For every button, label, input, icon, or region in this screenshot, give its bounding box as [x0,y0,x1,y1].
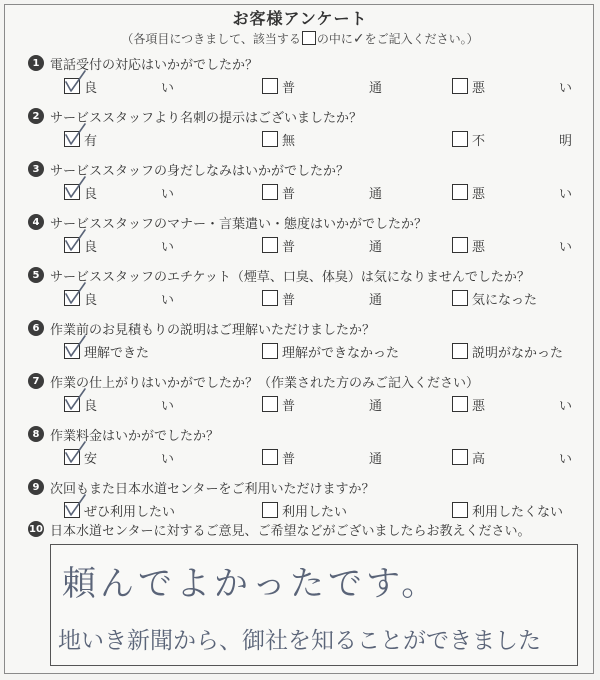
checkbox[interactable] [64,290,80,306]
question-text: 電話受付の対応はいかがでしたか？ [50,57,259,73]
instruction-text [0,30,600,47]
option-label: 理解ができなかった [282,345,400,361]
question-number-badge: 2 [28,108,44,124]
option-label: ぜひ利用したい [84,504,176,520]
question-number-badge: 1 [28,55,44,71]
handwritten-comment-line-1: 頼んでよかったです。 [62,564,440,604]
question-text: 次回もまた日本水道センターをご利用いただけますか？ [50,481,375,497]
option-q3-3[interactable] [452,183,572,201]
check-mark-icon: ✓ [352,31,365,47]
option-q7-1[interactable] [64,395,174,413]
option-label: 良 い [84,239,174,255]
question-number-badge: 9 [28,479,44,495]
option-q8-1[interactable] [64,448,174,466]
checkbox[interactable] [452,449,468,465]
option-label: 悪 い [472,239,572,255]
option-label: 説明がなかった [472,345,564,361]
question-text: サービススタッフの身だしなみはいかがでしたか？ [50,163,350,179]
option-q6-1[interactable] [64,342,149,360]
checkbox[interactable] [452,290,468,306]
check-mark-icon [63,335,87,359]
checkbox[interactable] [262,78,278,94]
option-q9-3[interactable] [452,501,563,519]
checkbox[interactable] [64,502,80,518]
option-q3-1[interactable] [64,183,174,201]
question-text: サービススタッフのエチケット（煙草、口臭、体臭）は気になりませんでしたか？ [50,269,530,285]
option-q1-3[interactable] [452,77,572,95]
option-q8-3[interactable] [452,448,572,466]
checkbox[interactable] [262,396,278,412]
question-number-badge: 6 [28,320,44,336]
checkbox[interactable] [452,237,468,253]
option-label: 理解できた [84,345,150,361]
question-number-badge: 7 [28,373,44,389]
comment-question [28,519,530,539]
option-label: 無 [282,133,296,149]
question-number-badge: 3 [28,161,44,177]
checkbox[interactable] [262,237,278,253]
question-number-badge: 8 [28,426,44,442]
option-label: 普 通 [282,292,382,308]
question-text: 作業前のお見積もりの説明はご理解いただけましたか？ [50,322,376,338]
comment-question-text: 日本水道センターに対するご意見、ご希望などがございましたらお教えください。 [50,523,531,539]
question-7 [28,371,479,391]
checkbox[interactable] [452,78,468,94]
question-text: サービススタッフより名刺の提示はございましたか？ [50,110,363,126]
checkbox[interactable] [64,184,80,200]
option-label: 普 通 [282,239,382,255]
sample-checkbox-icon [302,31,316,45]
option-label: 良 い [84,292,174,308]
option-q7-3[interactable] [452,395,572,413]
question-8 [28,424,219,444]
question-text: 作業料金はいかがでしたか？ [50,428,220,444]
option-label: 不 明 [472,133,572,149]
instruction-prefix: （各項目につきまして、該当する [121,32,301,46]
option-q2-2[interactable] [262,130,295,148]
checkbox[interactable] [262,449,278,465]
question-5 [28,265,530,285]
option-q6-3[interactable] [452,342,563,360]
option-label: 気になった [472,292,538,308]
option-q4-3[interactable] [452,236,572,254]
option-label: 悪 い [472,398,572,414]
checkbox[interactable] [64,396,80,412]
check-mark-icon [63,229,87,253]
option-q9-1[interactable] [64,501,175,519]
option-q1-1[interactable] [64,77,174,95]
check-mark-icon [63,123,87,147]
checkbox[interactable] [64,343,80,359]
option-q5-2[interactable] [262,289,382,307]
checkbox[interactable] [262,502,278,518]
checkbox[interactable] [452,131,468,147]
checkbox[interactable] [452,502,468,518]
option-q6-2[interactable] [262,342,399,360]
checkbox[interactable] [452,184,468,200]
check-mark-icon [63,388,87,412]
option-label: 利用したくない [472,504,564,520]
option-q2-3[interactable] [452,130,572,148]
option-q7-2[interactable] [262,395,382,413]
check-mark-icon [63,282,87,306]
option-label: 安 い [84,451,174,467]
checkbox[interactable] [262,131,278,147]
option-q3-2[interactable] [262,183,382,201]
checkbox[interactable] [64,131,80,147]
option-label: 悪 い [472,80,572,96]
checkbox[interactable] [452,396,468,412]
option-q1-2[interactable] [262,77,382,95]
option-q4-1[interactable] [64,236,174,254]
question-text: サービススタッフのマナー・言葉遣い・態度はいかがでしたか？ [50,216,428,232]
check-mark-icon [63,70,87,94]
check-mark-icon [63,494,87,518]
handwritten-comment-line-2: 地いき新聞から、御社を知ることができました [58,628,541,654]
instruction-suffix: をご記入ください。） [364,32,479,46]
option-q9-2[interactable] [262,501,347,519]
option-label: 高 い [472,451,572,467]
option-q2-1[interactable] [64,130,97,148]
question-4 [28,212,427,232]
checkbox[interactable] [262,343,278,359]
check-mark-icon [63,441,87,465]
option-q5-3[interactable] [452,289,537,307]
question-number-badge: 5 [28,267,44,283]
option-label: 普 通 [282,186,382,202]
option-label: 良 い [84,398,174,414]
option-q8-2[interactable] [262,448,382,466]
checkbox[interactable] [64,449,80,465]
question-number-badge: 10 [28,521,44,537]
option-label: 利用したい [282,504,348,520]
option-label: 良 い [84,186,174,202]
option-label: 普 通 [282,80,382,96]
checkbox[interactable] [262,184,278,200]
option-q5-1[interactable] [64,289,174,307]
page-title: お客様アンケート [232,9,368,28]
option-label: 悪 い [472,186,572,202]
option-label: 有 [84,133,98,149]
option-label: 良 い [84,80,174,96]
check-mark-icon [63,176,87,200]
checkbox[interactable] [262,290,278,306]
option-label: 普 通 [282,451,382,467]
checkbox[interactable] [452,343,468,359]
question-number-badge: 4 [28,214,44,230]
checkbox[interactable] [64,78,80,94]
option-q4-2[interactable] [262,236,382,254]
checkbox[interactable] [64,237,80,253]
option-label: 普 通 [282,398,382,414]
instruction-middle: の中に [316,32,353,46]
question-text: 作業の仕上がりはいかがでしたか？（作業された方のみご記入ください） [50,375,480,391]
